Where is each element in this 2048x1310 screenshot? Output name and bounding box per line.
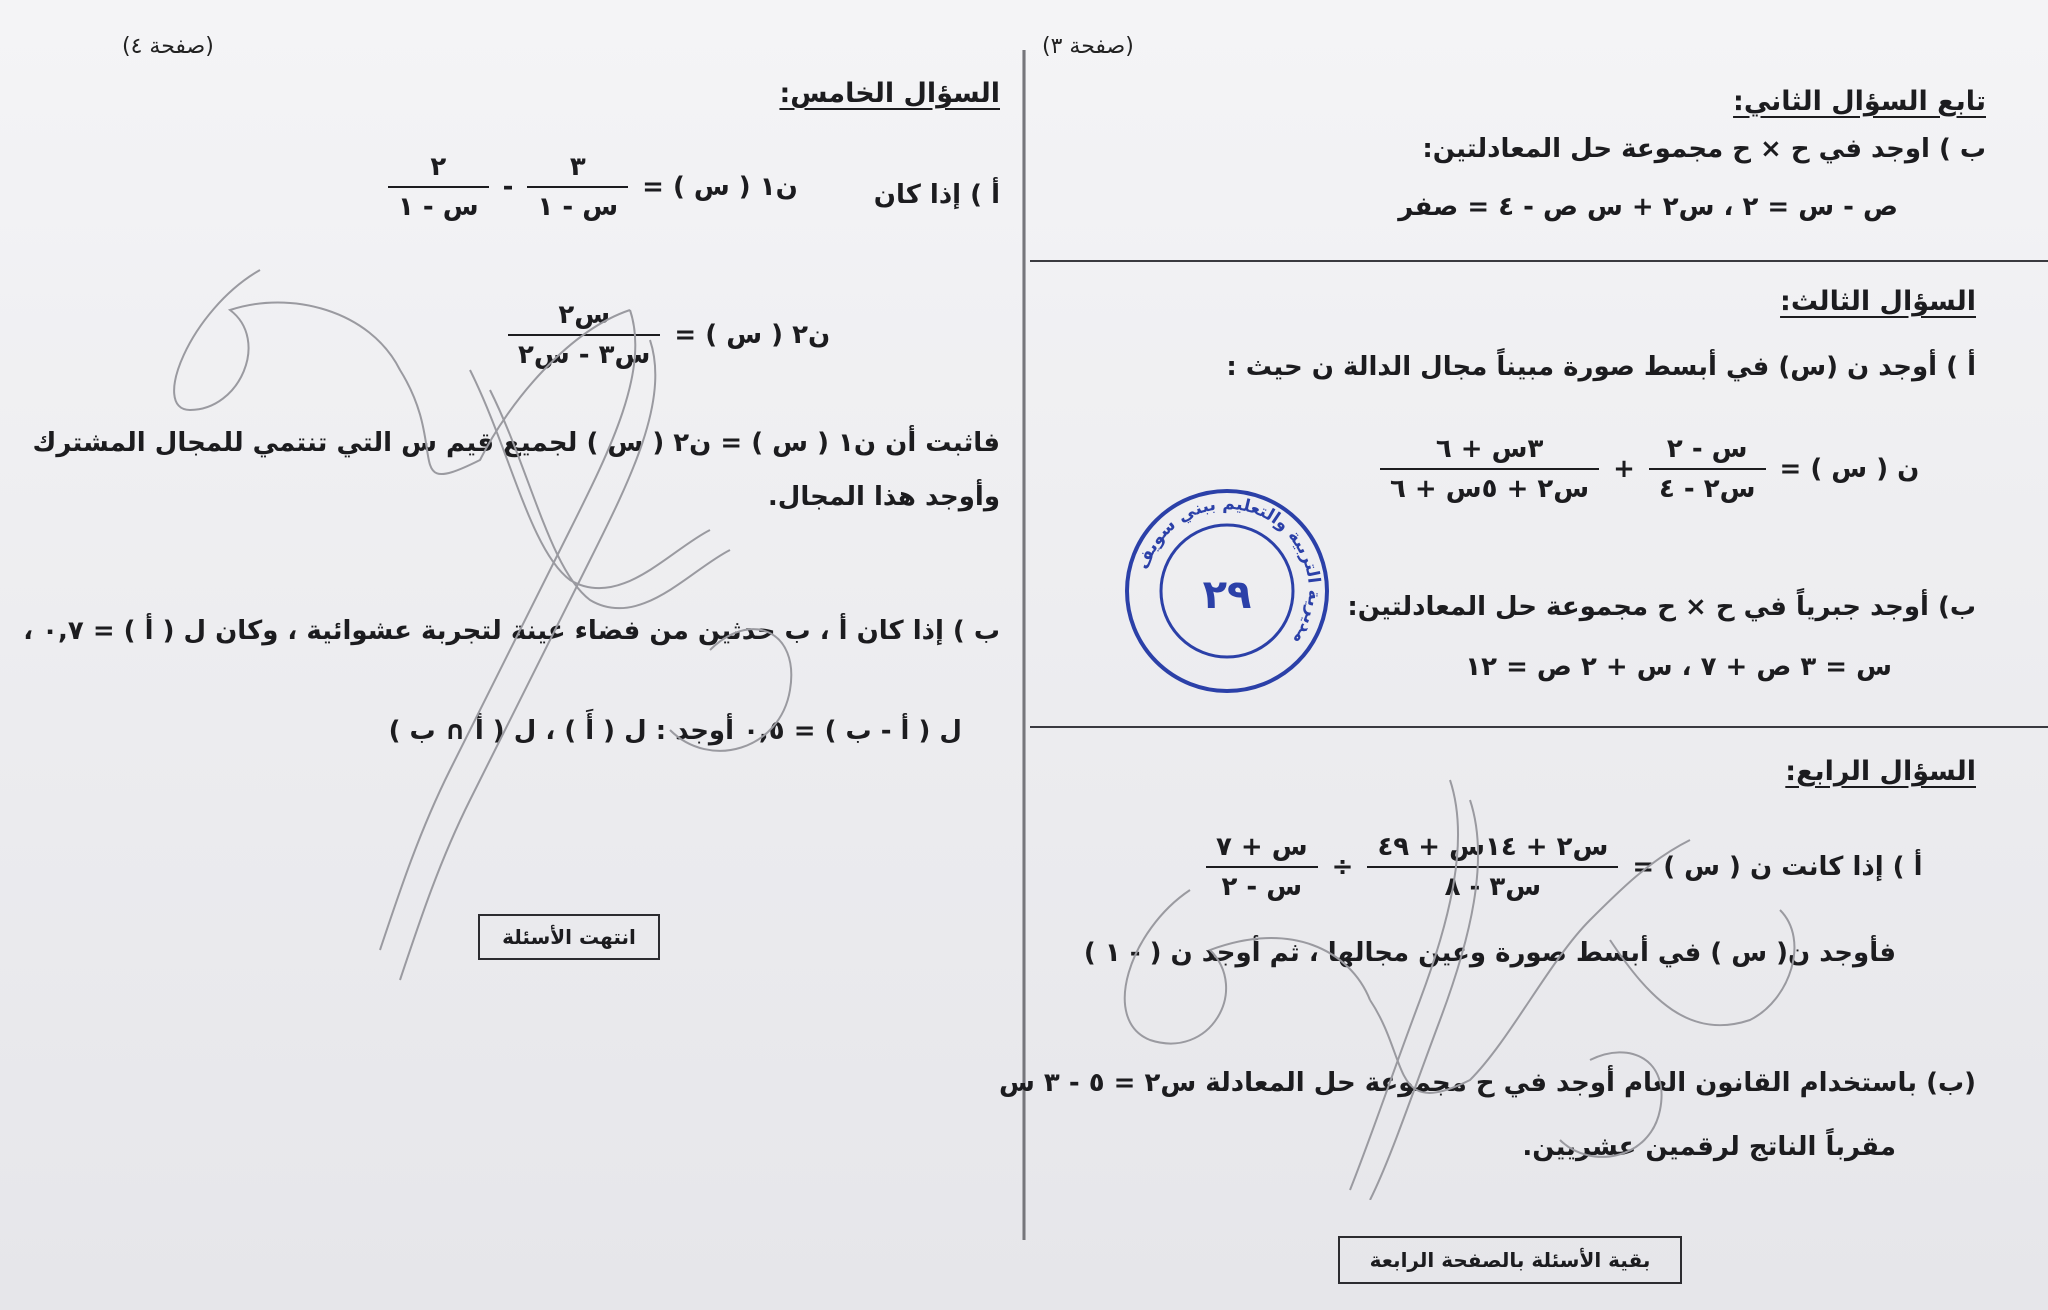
q3b-line: ب) أوجد جبرياً في ح × ح مجموعة حل المعادلتين: [1347, 592, 1976, 622]
q5b-line-one: ب ) إذا كان أ ، ب حدثين من فضاء عينة لتجربة عشوائية ، وكان ل ( أ ) = ٠,٧ ، [23, 616, 1000, 646]
question-two-continued-heading: تابع السؤال الثاني: [1733, 86, 1986, 117]
q5a-function-one [388, 148, 798, 226]
q5a-f1-lhs: ن١ ( س ) = [642, 172, 798, 202]
continue-next-page-box: بقية الأسئلة بالصفحة الرابعة [1338, 1236, 1682, 1284]
question-five-heading: السؤال الخامس: [779, 78, 1000, 109]
q5a-f2-lhs: ن٢ ( س ) = [674, 320, 831, 350]
page-fold [1022, 50, 1026, 1240]
q4a-expression [1206, 828, 1923, 906]
q5a-function-two [508, 296, 830, 374]
divide-sign: ÷ [1331, 852, 1354, 882]
q3a-fraction-two: $\frac{\text{٣س + ٦}}{\text{س٢ + ٥س + ٦}}$ [1380, 430, 1599, 508]
stamp-outer-text: مديرية التربية والتعليم ببني سويف [1133, 493, 1325, 649]
q5a-fraction-two: $\frac{٢}{\text{س - ١}}$ [388, 148, 489, 226]
q2b-equations: ص - س = ٢ ، س٢ + س ص - ٤ = صفر [1398, 192, 1898, 222]
page-number: (صفحة ٣) [1042, 34, 1134, 59]
q4a-fraction-two: $\frac{\text{س + ٧}}{\text{س - ٢}}$ [1206, 828, 1318, 906]
question-three-heading: السؤال الثالث: [1780, 286, 1976, 317]
q2b-line: ب ) اوجد في ح × ح مجموعة حل المعادلتين: [1422, 134, 1986, 164]
page-number: (صفحة ٤) [122, 34, 214, 59]
q5b-line-two: ل ( أ - ب ) = ٠,٥ أوجد : ل ( أَ ) ، ل ( أ ∩ ب ) [388, 716, 962, 746]
official-stamp [1122, 486, 1332, 696]
q3a-line: أ ) أوجد ن (س) في أبسط صورة مبيناً مجال الدالة ن حيث : [1226, 352, 1976, 382]
q5a-domain-line: وأوجد هذا المجال. [767, 482, 1000, 512]
q5a-f2-fraction: $\frac{\text{س٢}}{\text{س٣ - س٢}}$ [508, 296, 660, 374]
q5a-prefix: أ ) إذا كان [873, 180, 1000, 210]
q3a-lhs: ن ( س ) = [1779, 454, 1920, 484]
q3a-fraction-one: $\frac{\text{س - ٢}}{\text{س٢ - ٤}}$ [1649, 430, 1766, 508]
end-of-questions-box: انتهت الأسئلة [478, 914, 660, 960]
plus-sign: + [1613, 454, 1635, 484]
section-divider [1030, 726, 2048, 728]
stamp-center-number: ٢٩ [1202, 572, 1252, 618]
q3b-equations: س = ٣ ص + ٧ ، س + ٢ ص = ١٢ [1465, 652, 1892, 682]
page-four [0, 0, 1020, 1310]
minus-sign: - [502, 172, 514, 202]
q4b-line-one: (ب) باستخدام القانون العام أوجد في ح مجموعة حل المعادلة س٢ = ٥ - ٣ س [998, 1068, 1976, 1098]
q3a-expression [1380, 430, 1919, 508]
q5a-fraction-one: $\frac{٣}{\text{س - ١}}$ [527, 148, 628, 226]
q4b-line-two: مقرباً الناتج لرقمين عشريين. [1522, 1132, 1896, 1162]
q4a-line-two: فأوجد ن( س ) في أبسط صورة وعين مجالها ، ثم أوجد ن ( - ١ ) [1083, 938, 1896, 968]
q4a-prefix: أ ) إذا كانت ن ( س ) = [1632, 852, 1923, 882]
section-divider [1030, 260, 2048, 262]
question-four-heading: السؤال الرابع: [1785, 756, 1976, 787]
q5a-prove-line: فاثبت أن ن١ ( س ) = ن٢ ( س ) لجميع قيم س التي تنتمي للمجال المشترك [32, 428, 1000, 458]
q4a-fraction-one: $\frac{\text{س٢ + ١٤س + ٤٩}}{\text{س٣ - ٨}}$ [1367, 828, 1618, 906]
